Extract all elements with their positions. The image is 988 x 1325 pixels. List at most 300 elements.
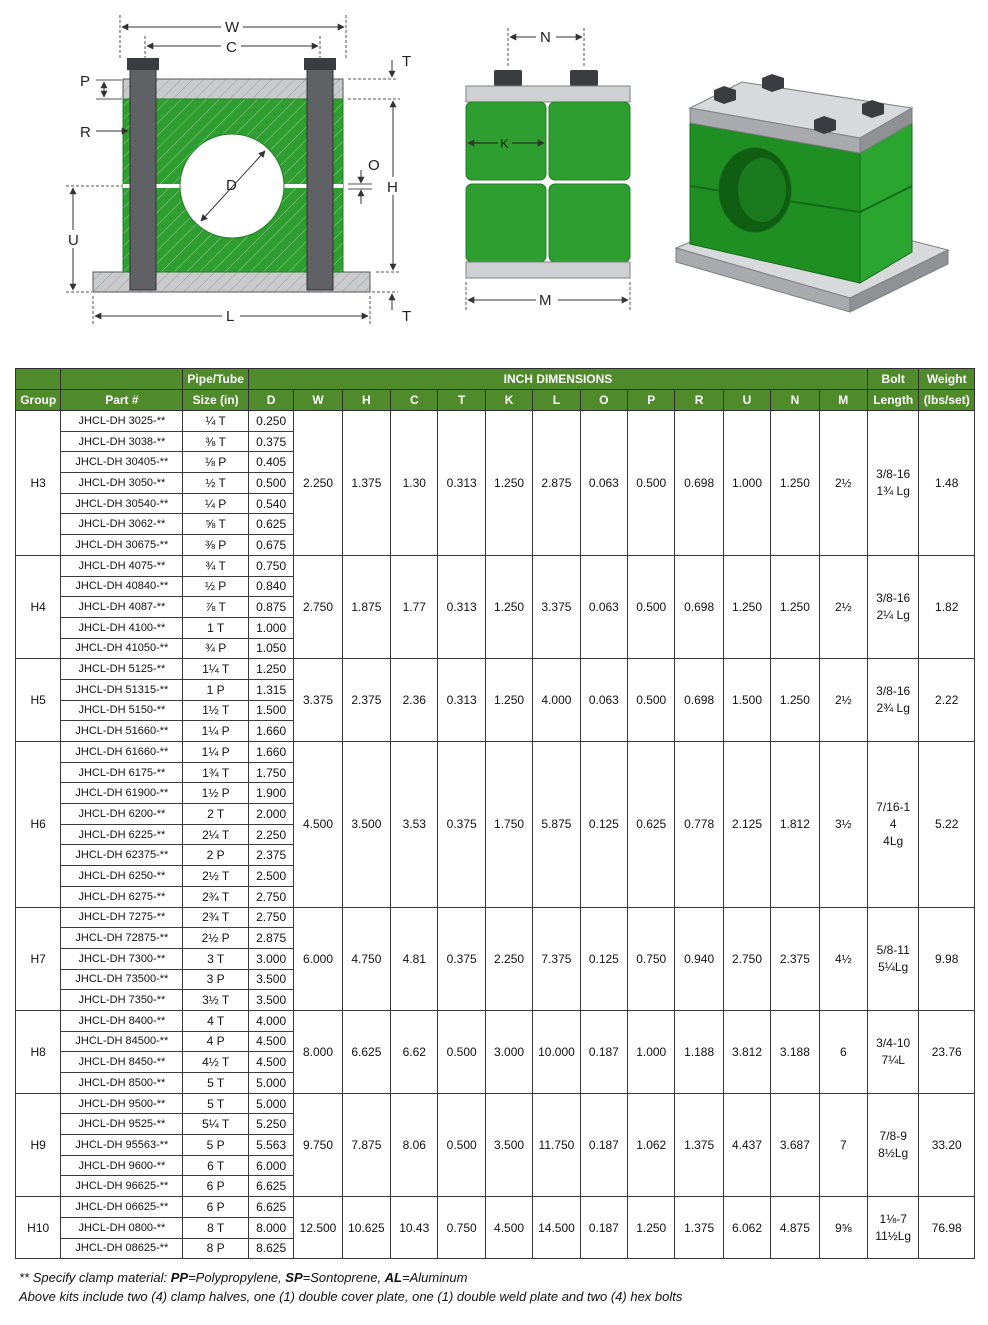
- dimension-D-cell: 1.660: [248, 721, 293, 742]
- bolt-length-line: 8½Lg: [878, 1145, 909, 1160]
- dimension-R-cell: 0.698: [675, 411, 723, 556]
- bolt-length-line: 7¼L: [881, 1052, 905, 1067]
- part-number-cell: JHCL-DH 51315-**: [61, 679, 183, 700]
- pipe-size-cell: 2½ P: [183, 928, 249, 949]
- weight-cell: 33.20: [919, 1093, 975, 1196]
- dimension-D-cell: 2.375: [248, 845, 293, 866]
- dimension-D-cell: 8.625: [248, 1238, 293, 1259]
- pipe-size-cell: 1¼ P: [183, 742, 249, 763]
- pipe-size-cell: 2¾ T: [183, 886, 249, 907]
- dimension-D-cell: 3.500: [248, 990, 293, 1011]
- header-W: W: [294, 390, 342, 411]
- bolt-length-line: 7/16-1: [876, 799, 911, 814]
- dimension-W-cell: 8.000: [294, 1010, 342, 1093]
- dimension-O-cell: 0.125: [580, 907, 627, 1010]
- bolt-length-line: 5¼Lg: [878, 959, 909, 974]
- part-number-cell: JHCL-DH 4075-**: [61, 555, 183, 576]
- header-inch-dimensions: INCH DIMENSIONS: [248, 369, 867, 390]
- header-row-top: [16, 369, 975, 390]
- dimension-D-cell: 8.000: [248, 1217, 293, 1238]
- isometric-view: [676, 74, 948, 312]
- dimension-W-cell: 2.250: [294, 411, 342, 556]
- part-number-cell: JHCL-DH 8400-**: [61, 1010, 183, 1031]
- dimension-P-cell: 0.750: [628, 907, 675, 1010]
- dimension-C-cell: 8.06: [391, 1093, 438, 1196]
- pipe-size-cell: 1¼ P: [183, 721, 249, 742]
- dimension-T-cell: 0.750: [438, 1197, 485, 1259]
- part-number-cell: JHCL-DH 3038-**: [61, 431, 183, 452]
- dimension-C-cell: 3.53: [391, 742, 438, 908]
- dimension-D-cell: 0.840: [248, 576, 293, 597]
- bolt-length-cell: [867, 1010, 918, 1093]
- footnotes: [19, 1268, 682, 1306]
- dimension-T-cell: 0.313: [438, 555, 485, 658]
- dimension-D-cell: 1.900: [248, 783, 293, 804]
- part-number-cell: JHCL-DH 41050-**: [61, 638, 183, 659]
- header-weight: Weight: [919, 369, 975, 390]
- part-number-cell: JHCL-DH 9525-**: [61, 1114, 183, 1135]
- dimension-R-cell: 0.940: [675, 907, 723, 1010]
- pipe-size-cell: 2½ T: [183, 866, 249, 887]
- dimension-O-cell: 0.063: [580, 659, 627, 742]
- part-number-cell: JHCL-DH 4100-**: [61, 617, 183, 638]
- pipe-size-cell: 1½ T: [183, 700, 249, 721]
- dimension-O-cell: 0.187: [580, 1197, 627, 1259]
- note-sp-code: SP: [285, 1270, 303, 1285]
- section-view: [64, 15, 411, 325]
- dimension-U-cell: 1.250: [723, 555, 770, 658]
- dimension-N-cell: 3.188: [771, 1010, 819, 1093]
- weight-cell: 23.76: [919, 1010, 975, 1093]
- dimension-W-cell: 12.500: [294, 1197, 342, 1259]
- bolt-length-line: 3/4-10: [876, 1035, 911, 1050]
- side-weld-plate: [466, 262, 630, 278]
- table-row: [16, 1010, 975, 1031]
- bolt-length-line: 5/8-11: [876, 942, 910, 957]
- dimension-D-cell: 0.675: [248, 535, 293, 556]
- part-number-cell: JHCL-DH 8450-**: [61, 1052, 183, 1073]
- dimension-D-cell: 4.000: [248, 1010, 293, 1031]
- group-cell: H8: [16, 1010, 61, 1093]
- dimension-L-cell: 14.500: [533, 1197, 580, 1259]
- bolt-length-line: 3/8-16: [876, 684, 911, 699]
- dimension-L-cell: 11.750: [533, 1093, 580, 1196]
- dimension-K-cell: 3.500: [485, 1093, 532, 1196]
- part-number-cell: JHCL-DH 0800-**: [61, 1217, 183, 1238]
- label-R: R: [80, 124, 91, 141]
- dimension-U-cell: 1.500: [723, 659, 770, 742]
- dimension-P-cell: 0.500: [628, 555, 675, 658]
- label-C: C: [226, 39, 237, 56]
- dimension-D-cell: 2.750: [248, 907, 293, 928]
- pipe-size-cell: 1¾ T: [183, 762, 249, 783]
- dimension-U-cell: 2.125: [723, 742, 770, 908]
- dimension-M-cell: 3½: [819, 742, 867, 908]
- dimension-D-cell: 1.750: [248, 762, 293, 783]
- dimension-D-cell: 2.500: [248, 866, 293, 887]
- bolt-left: [130, 64, 156, 290]
- header-N: N: [771, 390, 819, 411]
- pipe-size-cell: 1 T: [183, 617, 249, 638]
- table-body: [16, 411, 975, 1259]
- label-H: H: [387, 179, 398, 196]
- pipe-size-cell: 5¼ T: [183, 1114, 249, 1135]
- dimension-K-cell: 1.250: [485, 659, 532, 742]
- dimension-T-cell: 0.500: [438, 1010, 485, 1093]
- weight-cell: 2.22: [919, 659, 975, 742]
- dimension-D-cell: 5.000: [248, 1093, 293, 1114]
- pipe-size-cell: 1½ P: [183, 783, 249, 804]
- header-U: U: [723, 390, 770, 411]
- table-row: [16, 659, 975, 680]
- dimension-D-cell: 0.750: [248, 555, 293, 576]
- part-number-cell: JHCL-DH 61900-**: [61, 783, 183, 804]
- dimension-N-cell: 1.250: [771, 555, 819, 658]
- note-pp-code: PP: [170, 1270, 189, 1285]
- weight-cell: 5.22: [919, 742, 975, 908]
- pipe-size-cell: ⅞ T: [183, 597, 249, 618]
- dimension-M-cell: 4½: [819, 907, 867, 1010]
- part-number-cell: JHCL-DH 5150-**: [61, 700, 183, 721]
- dimension-D-cell: 6.625: [248, 1176, 293, 1197]
- dimension-D-cell: 6.000: [248, 1155, 293, 1176]
- dimension-H-cell: 6.625: [342, 1010, 390, 1093]
- table-row: [16, 555, 975, 576]
- pipe-size-cell: ¼ T: [183, 411, 249, 432]
- dimension-M-cell: 9⅝: [819, 1197, 867, 1259]
- label-W: W: [225, 19, 240, 36]
- part-number-cell: JHCL-DH 6200-**: [61, 804, 183, 825]
- dimension-L-cell: 7.375: [533, 907, 580, 1010]
- label-U: U: [68, 232, 79, 249]
- dimension-K-cell: 1.250: [485, 555, 532, 658]
- dimension-R-cell: 1.188: [675, 1010, 723, 1093]
- part-number-cell: JHCL-DH 9500-**: [61, 1093, 183, 1114]
- dimension-R-cell: 1.375: [675, 1093, 723, 1196]
- header-size: Size (in): [183, 390, 249, 411]
- dimension-C-cell: 10.43: [391, 1197, 438, 1259]
- side-view: [466, 28, 630, 310]
- label-T-bottom: T: [402, 308, 412, 325]
- note-al-text: =Aluminum: [402, 1270, 468, 1285]
- dimension-M-cell: 2½: [819, 659, 867, 742]
- dimension-D-cell: 3.000: [248, 948, 293, 969]
- note-kit-contents: Above kits include two (4) clamp halves, one (1) double cover plate, one (1) double weld plate and two (4) hex bolts: [19, 1289, 683, 1304]
- part-number-cell: JHCL-DH 3050-**: [61, 473, 183, 494]
- dimension-D-cell: 1.660: [248, 742, 293, 763]
- pipe-size-cell: 4 P: [183, 1031, 249, 1052]
- pipe-size-cell: 6 P: [183, 1197, 249, 1218]
- side-bolt-left: [494, 70, 522, 86]
- pipe-size-cell: 4 T: [183, 1010, 249, 1031]
- table-row: [16, 742, 975, 763]
- dimension-R-cell: 0.698: [675, 555, 723, 658]
- dimensions-table: [15, 368, 975, 1259]
- dimension-T-cell: 0.313: [438, 659, 485, 742]
- dimension-H-cell: 3.500: [342, 742, 390, 908]
- bolt-length-line: 4Lg: [883, 833, 904, 848]
- weight-cell: 1.82: [919, 555, 975, 658]
- bolt-length-line: 3/8-16: [876, 591, 911, 606]
- part-number-cell: JHCL-DH 51660-**: [61, 721, 183, 742]
- dimension-L-cell: 10.000: [533, 1010, 580, 1093]
- dimension-M-cell: 2½: [819, 411, 867, 556]
- part-number-cell: JHCL-DH 84500-**: [61, 1031, 183, 1052]
- dimension-U-cell: 2.750: [723, 907, 770, 1010]
- part-number-cell: JHCL-DH 7300-**: [61, 948, 183, 969]
- pipe-size-cell: 1 P: [183, 679, 249, 700]
- header-C: C: [391, 390, 438, 411]
- part-number-cell: JHCL-DH 6225-**: [61, 824, 183, 845]
- header-K: K: [485, 390, 532, 411]
- pipe-size-cell: ⅜ T: [183, 431, 249, 452]
- dimension-T-cell: 0.375: [438, 907, 485, 1010]
- part-number-cell: JHCL-DH 96625-**: [61, 1176, 183, 1197]
- dimension-N-cell: 1.250: [771, 411, 819, 556]
- dimension-K-cell: 3.000: [485, 1010, 532, 1093]
- dimension-N-cell: 1.812: [771, 742, 819, 908]
- dimension-D-cell: 2.000: [248, 804, 293, 825]
- group-cell: H6: [16, 742, 61, 908]
- dimension-R-cell: 0.778: [675, 742, 723, 908]
- dimension-P-cell: 0.625: [628, 742, 675, 908]
- dimension-R-cell: 0.698: [675, 659, 723, 742]
- dimension-N-cell: 2.375: [771, 907, 819, 1010]
- dimension-N-cell: 1.250: [771, 659, 819, 742]
- part-number-cell: JHCL-DH 40840-**: [61, 576, 183, 597]
- pipe-size-cell: 8 P: [183, 1238, 249, 1259]
- pipe-size-cell: 8 T: [183, 1217, 249, 1238]
- dimension-U-cell: 6.062: [723, 1197, 770, 1259]
- dimension-M-cell: 2½: [819, 555, 867, 658]
- dimension-D-cell: 3.500: [248, 969, 293, 990]
- dimension-L-cell: 4.000: [533, 659, 580, 742]
- header-pipe-tube: Pipe/Tube: [183, 369, 249, 390]
- pipe-size-cell: 4½ T: [183, 1052, 249, 1073]
- dimension-D-cell: 5.563: [248, 1135, 293, 1156]
- dimension-W-cell: 2.750: [294, 555, 342, 658]
- dimension-C-cell: 1.77: [391, 555, 438, 658]
- label-N: N: [540, 29, 551, 46]
- part-number-cell: JHCL-DH 61660-**: [61, 742, 183, 763]
- note-sp-text: =Sontoprene,: [302, 1270, 385, 1285]
- dimension-D-cell: 4.500: [248, 1052, 293, 1073]
- bolt-length-cell: [867, 907, 918, 1010]
- part-number-cell: JHCL-DH 06625-**: [61, 1197, 183, 1218]
- part-number-cell: JHCL-DH 30540-**: [61, 493, 183, 514]
- bolt-length-line: 2¾ Lg: [876, 701, 910, 716]
- label-O: O: [368, 157, 380, 174]
- header-R: R: [675, 390, 723, 411]
- bolt-length-cell: [867, 659, 918, 742]
- part-number-cell: JHCL-DH 95563-**: [61, 1135, 183, 1156]
- dimension-D-cell: 0.625: [248, 514, 293, 535]
- pipe-size-cell: ¼ P: [183, 493, 249, 514]
- dimension-K-cell: 4.500: [485, 1197, 532, 1259]
- table-row: [16, 411, 975, 432]
- group-cell: H4: [16, 555, 61, 658]
- dimension-W-cell: 6.000: [294, 907, 342, 1010]
- dimension-D-cell: 6.625: [248, 1197, 293, 1218]
- bolt-length-line: 1⅛-7: [879, 1211, 907, 1226]
- dimension-L-cell: 2.875: [533, 411, 580, 556]
- dimension-D-cell: 1.050: [248, 638, 293, 659]
- dimension-D-cell: 0.500: [248, 473, 293, 494]
- bolt-length-line: 3/8-16: [876, 466, 911, 481]
- dimension-D-cell: 5.250: [248, 1114, 293, 1135]
- dimension-P-cell: 0.500: [628, 659, 675, 742]
- dimension-W-cell: 3.375: [294, 659, 342, 742]
- note-material: [19, 1268, 682, 1287]
- bolt-length-cell: [867, 411, 918, 556]
- dimension-T-cell: 0.375: [438, 742, 485, 908]
- dimension-D-cell: 2.250: [248, 824, 293, 845]
- label-K: K: [500, 136, 509, 151]
- note-pp-text: =Polypropylene,: [188, 1270, 286, 1285]
- bolt-length-cell: [867, 1197, 918, 1259]
- dimension-H-cell: 10.625: [342, 1197, 390, 1259]
- header-row-bottom: [16, 390, 975, 411]
- part-number-cell: JHCL-DH 30405-**: [61, 452, 183, 473]
- dimension-D-cell: 0.250: [248, 411, 293, 432]
- pipe-size-cell: ½ T: [183, 473, 249, 494]
- dimension-K-cell: 2.250: [485, 907, 532, 1010]
- dimension-H-cell: 7.875: [342, 1093, 390, 1196]
- dimension-D-cell: 1.250: [248, 659, 293, 680]
- dimension-U-cell: 1.000: [723, 411, 770, 556]
- dimension-H-cell: 2.375: [342, 659, 390, 742]
- dimension-O-cell: 0.063: [580, 411, 627, 556]
- dimension-D-cell: 1.000: [248, 617, 293, 638]
- header-group: Group: [16, 390, 61, 411]
- dimension-W-cell: 9.750: [294, 1093, 342, 1196]
- group-cell: H3: [16, 411, 61, 556]
- dimension-D-cell: 4.500: [248, 1031, 293, 1052]
- dimension-C-cell: 6.62: [391, 1010, 438, 1093]
- dimension-H-cell: 1.875: [342, 555, 390, 658]
- part-number-cell: JHCL-DH 7275-**: [61, 907, 183, 928]
- part-number-cell: JHCL-DH 8500-**: [61, 1073, 183, 1094]
- label-T-top: T: [402, 53, 412, 70]
- dimension-N-cell: 3.687: [771, 1093, 819, 1196]
- pipe-size-cell: 2¼ T: [183, 824, 249, 845]
- dimension-N-cell: 4.875: [771, 1197, 819, 1259]
- table-row: [16, 1093, 975, 1114]
- part-number-cell: JHCL-DH 6250-**: [61, 866, 183, 887]
- part-number-cell: JHCL-DH 6275-**: [61, 886, 183, 907]
- pipe-size-cell: ½ P: [183, 576, 249, 597]
- header-M: M: [819, 390, 867, 411]
- dimension-P-cell: 1.250: [628, 1197, 675, 1259]
- header-L: L: [533, 390, 580, 411]
- part-number-cell: JHCL-DH 9600-**: [61, 1155, 183, 1176]
- header-bolt: Bolt: [867, 369, 918, 390]
- dimension-O-cell: 0.063: [580, 555, 627, 658]
- dimension-L-cell: 3.375: [533, 555, 580, 658]
- group-cell: H7: [16, 907, 61, 1010]
- table-row: [16, 907, 975, 928]
- dimension-O-cell: 0.187: [580, 1093, 627, 1196]
- dimension-D-cell: 0.540: [248, 493, 293, 514]
- pipe-size-cell: ⅛ P: [183, 452, 249, 473]
- part-number-cell: JHCL-DH 72875-**: [61, 928, 183, 949]
- dimension-T-cell: 0.313: [438, 411, 485, 556]
- bolt-length-cell: [867, 555, 918, 658]
- pipe-size-cell: 2¾ T: [183, 907, 249, 928]
- header-T: T: [438, 390, 485, 411]
- dimension-D-cell: 1.315: [248, 679, 293, 700]
- part-number-cell: JHCL-DH 30675-**: [61, 535, 183, 556]
- part-number-cell: JHCL-DH 08625-**: [61, 1238, 183, 1259]
- group-cell: H5: [16, 659, 61, 742]
- header-group-top: [16, 369, 61, 390]
- label-P: P: [80, 73, 91, 90]
- dimension-C-cell: 2.36: [391, 659, 438, 742]
- pipe-size-cell: 5 P: [183, 1135, 249, 1156]
- header-O: O: [580, 390, 627, 411]
- dimension-O-cell: 0.187: [580, 1010, 627, 1093]
- dimension-D-cell: 2.750: [248, 886, 293, 907]
- dimension-H-cell: 1.375: [342, 411, 390, 556]
- pipe-size-cell: 3 P: [183, 969, 249, 990]
- pipe-size-cell: 3 T: [183, 948, 249, 969]
- pipe-size-cell: ⅜ P: [183, 535, 249, 556]
- dimension-U-cell: 3.812: [723, 1010, 770, 1093]
- pipe-size-cell: ¾ P: [183, 638, 249, 659]
- dimension-D-cell: 0.875: [248, 597, 293, 618]
- dimension-K-cell: 1.250: [485, 411, 532, 556]
- pipe-size-cell: 3½ T: [183, 990, 249, 1011]
- table-row: [16, 1197, 975, 1218]
- dimension-P-cell: 0.500: [628, 411, 675, 556]
- part-number-cell: JHCL-DH 7350-**: [61, 990, 183, 1011]
- group-cell: H9: [16, 1093, 61, 1196]
- pipe-size-cell: 5 T: [183, 1093, 249, 1114]
- dimension-C-cell: 1.30: [391, 411, 438, 556]
- weight-cell: 9.98: [919, 907, 975, 1010]
- dimension-K-cell: 1.750: [485, 742, 532, 908]
- note-al-code: AL: [384, 1270, 403, 1285]
- part-number-cell: JHCL-DH 62375-**: [61, 845, 183, 866]
- part-number-cell: JHCL-DH 6175-**: [61, 762, 183, 783]
- pipe-size-cell: 6 P: [183, 1176, 249, 1197]
- weight-cell: 76.98: [919, 1197, 975, 1259]
- bolt-length-cell: [867, 742, 918, 908]
- dimension-M-cell: 6: [819, 1010, 867, 1093]
- dimension-D-cell: 1.500: [248, 700, 293, 721]
- part-number-cell: JHCL-DH 3062-**: [61, 514, 183, 535]
- label-D: D: [226, 177, 237, 194]
- header-bolt-length: Length: [867, 390, 918, 411]
- label-L: L: [226, 308, 235, 325]
- pipe-size-cell: 6 T: [183, 1155, 249, 1176]
- dimension-D-cell: 5.000: [248, 1073, 293, 1094]
- dimension-O-cell: 0.125: [580, 742, 627, 908]
- dimension-P-cell: 1.062: [628, 1093, 675, 1196]
- label-M: M: [539, 292, 552, 309]
- dimension-R-cell: 1.375: [675, 1197, 723, 1259]
- weight-cell: 1.48: [919, 411, 975, 556]
- group-cell: H10: [16, 1197, 61, 1259]
- dimension-L-cell: 5.875: [533, 742, 580, 908]
- dimension-W-cell: 4.500: [294, 742, 342, 908]
- dimension-P-cell: 1.000: [628, 1010, 675, 1093]
- header-D: D: [248, 390, 293, 411]
- bolt-length-line: 7/8-9: [879, 1128, 907, 1143]
- dimension-H-cell: 4.750: [342, 907, 390, 1010]
- dimension-U-cell: 4.437: [723, 1093, 770, 1196]
- side-bolt-right: [570, 70, 598, 86]
